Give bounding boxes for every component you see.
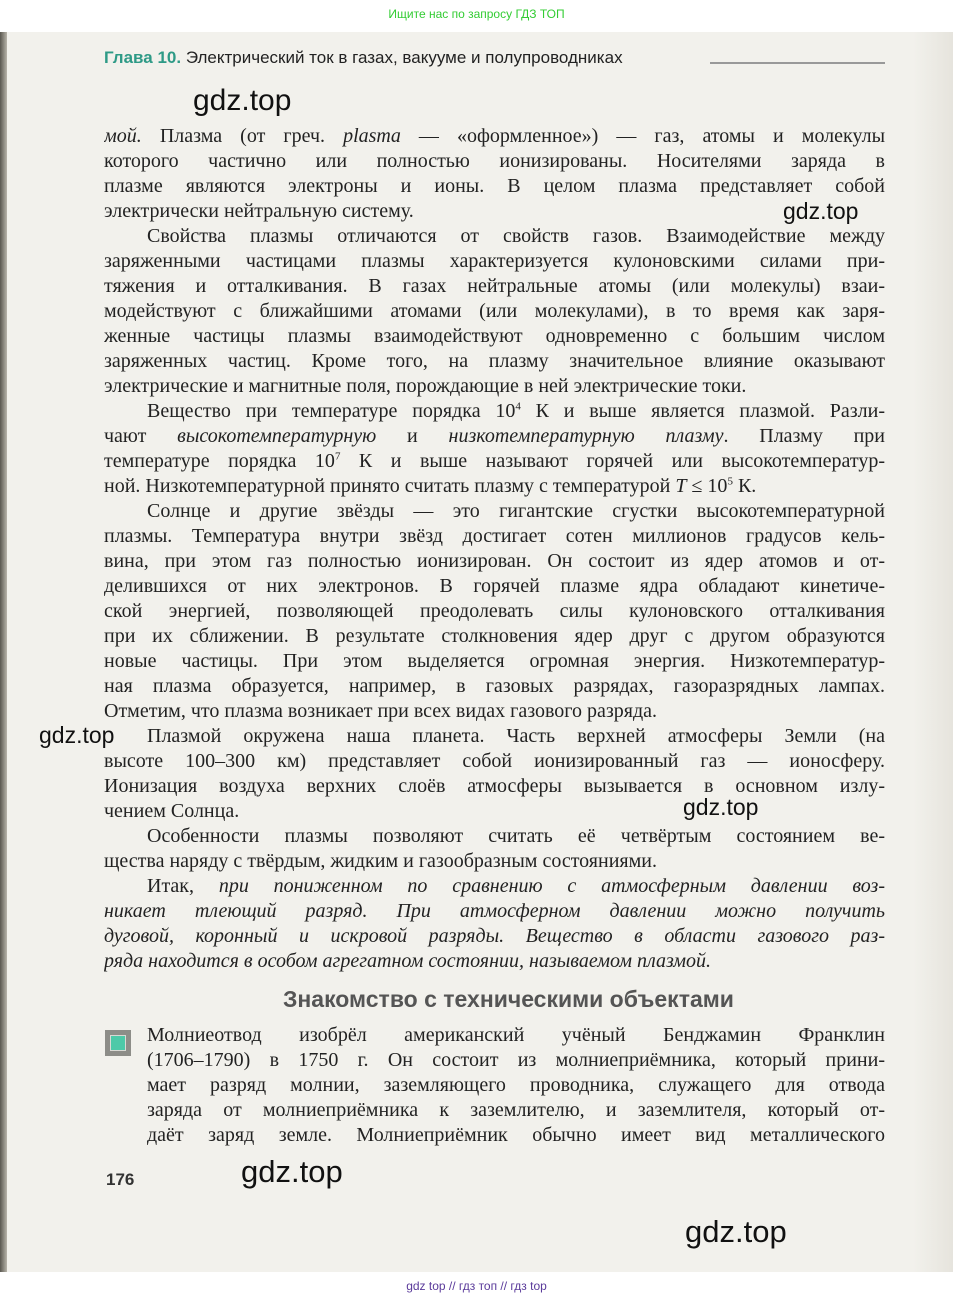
text-line bbox=[104, 274, 885, 299]
text-segment: ной. Низкотемпературной принято считать плазму с температурой bbox=[104, 475, 676, 497]
text-line bbox=[104, 924, 885, 949]
text-line bbox=[104, 299, 885, 324]
text-segment: plasma bbox=[343, 125, 401, 147]
text-segment: . Плазму при bbox=[723, 425, 885, 447]
text-segment: Особенности плазмы позволяют считать её четвёртым состоянием ве- bbox=[147, 825, 885, 847]
text-segment: которого частично или полностью ионизированы. Носителями заряда в bbox=[104, 150, 885, 172]
section-marker-icon bbox=[105, 1030, 131, 1056]
text-line bbox=[104, 549, 885, 574]
text-segment: при пониженном по сравнению с атмосферным давлении воз- bbox=[218, 875, 885, 897]
text-line bbox=[104, 349, 885, 374]
text-segment: даёт заряд земле. Молниеприёмник обычно имеет вид металлического bbox=[147, 1124, 885, 1146]
text-segment: дуговой, коронный и искровой разряды. Вещество в области газового раз- bbox=[104, 925, 885, 947]
text-segment: мает разряд молнии, заземляющего проводника, служащего для отвода bbox=[147, 1074, 885, 1096]
text-line bbox=[147, 1048, 885, 1073]
text-segment: Плазма (от греч. bbox=[141, 125, 344, 147]
text-line bbox=[104, 424, 885, 449]
watermark: gdz.top bbox=[193, 84, 292, 117]
text-line bbox=[104, 149, 885, 174]
footer-links: gdz top // гдз топ // гдз top bbox=[406, 1279, 547, 1293]
watermark: gdz.top bbox=[683, 794, 759, 820]
text-segment: женные частицы плазмы взаимодействуют одновременно с большим числом bbox=[104, 325, 885, 347]
text-segment: плазмы. Температура внутри звёзд достигает сотен миллионов градусов кель- bbox=[104, 525, 885, 547]
text-line bbox=[104, 374, 885, 399]
text-segment: модействуют с ближайшими атомами (или молекулами), в то время как заря- bbox=[104, 300, 885, 322]
superscript: 4 bbox=[515, 400, 521, 413]
text-line bbox=[147, 499, 885, 524]
page-number: 176 bbox=[106, 1170, 135, 1189]
section-heading: Знакомство с техническими объектами bbox=[283, 986, 734, 1012]
text-line bbox=[104, 574, 885, 599]
text-line bbox=[147, 1073, 885, 1098]
page-edge-shadow bbox=[913, 32, 953, 1272]
chapter-number: Глава 10. bbox=[104, 48, 182, 67]
text-segment: (1706–1790) в 1750 г. Он состоит из молниеприёмника, который прини- bbox=[147, 1049, 885, 1071]
text-line bbox=[104, 649, 885, 674]
text-segment: К и выше является плазмой. Разли- bbox=[520, 400, 885, 422]
text-line bbox=[104, 949, 885, 974]
text-segment: — «оформленное») — газ, атомы и молекулы bbox=[400, 125, 885, 147]
text-line bbox=[104, 249, 885, 274]
text-segment: заряженных частиц. Кроме того, на плазму значительное влияние оказывают bbox=[104, 350, 885, 372]
header-rule bbox=[710, 62, 885, 64]
text-segment: ской энергией, позволяющей преодолевать силы кулоновского отталкивания bbox=[104, 600, 885, 622]
text-line bbox=[147, 824, 885, 849]
text-segment: новые частицы. При этом выделяется огромная энергия. Низкотемператур- bbox=[104, 650, 885, 672]
text-segment: Молниеотвод изобрёл американский учёный Бенджамин Франклин bbox=[147, 1024, 885, 1046]
text-segment: К и выше называют горячей или высокотемператур- bbox=[340, 450, 885, 472]
watermark: gdz.top bbox=[685, 1214, 787, 1249]
superscript: 5 bbox=[727, 475, 733, 488]
text-line bbox=[104, 849, 885, 874]
text-line bbox=[104, 799, 885, 824]
text-segment: ная плазма образуется, например, в газовых разрядах, газоразрядных лампах. bbox=[104, 675, 885, 697]
text-line bbox=[147, 224, 885, 249]
text-segment: высоте 100–300 км) представляет собой ионизированный газ — ионосферу. bbox=[104, 750, 885, 772]
text-segment: Плазмой окружена наша планета. Часть верхней атмосферы Земли (на bbox=[147, 725, 885, 747]
text-segment: К. bbox=[732, 475, 757, 497]
text-segment: чают bbox=[104, 425, 178, 447]
text-segment: мой. bbox=[104, 125, 142, 147]
text-line bbox=[104, 774, 885, 799]
text-segment: вина, при этом газ полностью ионизирован. Он состоит из ядер атомов и от- bbox=[104, 550, 885, 572]
text-segment: ≤ 10 bbox=[686, 475, 728, 497]
text-segment: тяжения и отталкивания. В газах нейтральные атомы (или молекулы) взаи- bbox=[104, 275, 885, 297]
text-line bbox=[147, 1098, 885, 1123]
search-hint: Ищите нас по запросу ГДЗ ТОП bbox=[388, 7, 565, 21]
text-line bbox=[104, 624, 885, 649]
text-segment: электрически нейтральную систему. bbox=[104, 200, 414, 222]
text-line bbox=[104, 449, 885, 474]
text-segment: заряда от молниеприёмника к заземлителю, и заземлителя, который от- bbox=[147, 1099, 885, 1121]
text-line bbox=[147, 399, 885, 424]
text-line bbox=[104, 899, 885, 924]
text-segment: заряженными частицами плазмы характеризуется кулоновскими силами при- bbox=[104, 250, 885, 272]
chapter-title: Электрический ток в газах, вакууме и полупроводниках bbox=[185, 48, 623, 67]
text-line bbox=[147, 724, 885, 749]
superscript: 7 bbox=[334, 450, 341, 463]
text-segment: электрические и магнитные поля, порождающие в ней электрические токи. bbox=[104, 375, 747, 397]
text-line bbox=[147, 1123, 885, 1148]
text-segment: делившихся от них электронов. В горячей плазме ядра обладают кинетиче- bbox=[104, 575, 885, 597]
text-segment: Вещество при температуре порядка 10 bbox=[147, 400, 516, 422]
text-segment: низкотемпературную плазму bbox=[448, 425, 724, 447]
text-segment: плазме являются электроны и ионы. В целом плазма представляет собой bbox=[104, 175, 885, 197]
text-segment: ряда находится в особом агрегатном состоянии, называемом плазмой. bbox=[104, 950, 712, 972]
text-line bbox=[104, 749, 885, 774]
text-line bbox=[147, 1023, 885, 1048]
text-segment: T bbox=[675, 475, 687, 497]
text-segment: и bbox=[376, 425, 449, 447]
text-segment: чением Солнца. bbox=[104, 800, 240, 822]
text-segment: высокотемпературную bbox=[177, 425, 377, 447]
text-segment: щества наряду с твёрдым, жидким и газообразным состояниями. bbox=[104, 850, 657, 872]
text-line bbox=[104, 674, 885, 699]
text-line bbox=[104, 124, 885, 149]
text-segment: Свойства плазмы отличаются от свойств газов. Взаимодействие между bbox=[147, 225, 885, 247]
text-segment: Итак, bbox=[147, 875, 219, 897]
text-segment: температуре порядка 10 bbox=[104, 450, 335, 472]
watermark: gdz.top bbox=[783, 198, 859, 224]
chapter-header bbox=[104, 48, 623, 68]
text-segment: Ионизация воздуха верхних слоёв атмосферы вызывается в основном излу- bbox=[104, 775, 885, 797]
book-spine-edge bbox=[0, 32, 7, 1272]
text-line bbox=[104, 174, 885, 199]
text-line bbox=[104, 599, 885, 624]
text-line bbox=[104, 699, 885, 724]
text-segment: никает тлеющий разряд. При атмосферном давлении можно получить bbox=[104, 900, 885, 922]
text-line bbox=[104, 524, 885, 549]
watermark: gdz.top bbox=[241, 1154, 343, 1189]
watermark: gdz.top bbox=[39, 722, 115, 748]
text-line bbox=[147, 874, 885, 899]
text-line bbox=[104, 474, 885, 499]
text-segment: Отметим, что плазма возникает при всех видах газового разряда. bbox=[104, 700, 658, 722]
text-segment: Солнце и другие звёзды — это гигантские сгустки высокотемпературной bbox=[147, 500, 885, 522]
text-line bbox=[104, 199, 885, 224]
text-segment: при их сближении. В результате столкновения ядер друг с другом образуются bbox=[104, 625, 885, 647]
text-line bbox=[104, 324, 885, 349]
